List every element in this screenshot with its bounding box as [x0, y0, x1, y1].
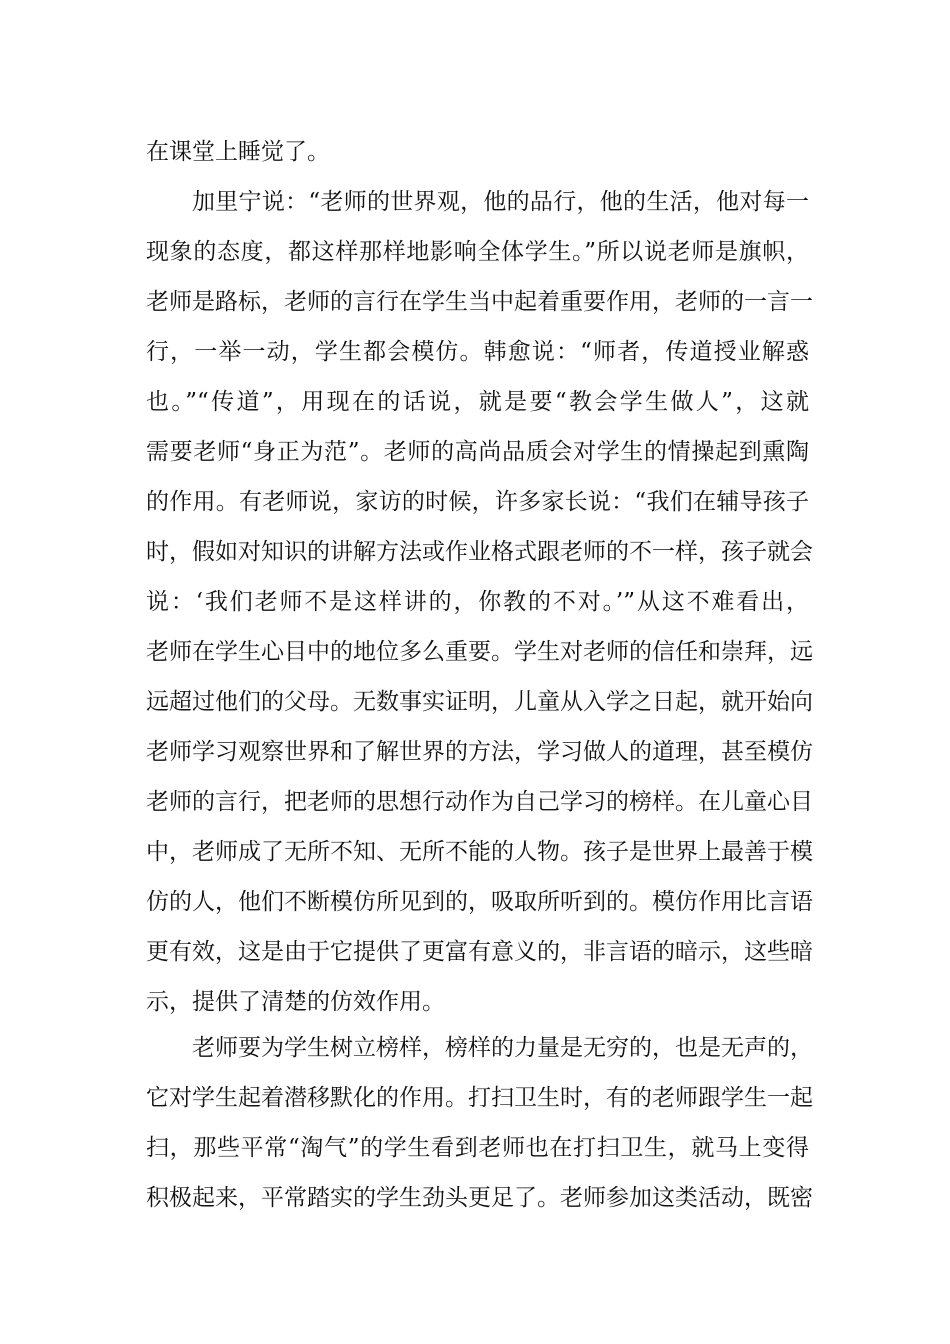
text-line: 积极起来，平常踏实的学生劲头更足了。老师参加这类活动，既密	[146, 1185, 813, 1211]
text-line: 它对学生起着潜移默化的作用。打扫卫生时，有的老师跟学生一起	[146, 1085, 813, 1111]
text-line: 也。”“传道”，用现在的话说，就是要“教会学生做人”，这就	[146, 389, 809, 415]
text-line: 在课堂上睡觉了。	[146, 139, 330, 165]
text-line: 老师是路标，老师的言行在学生当中起着重要作用，老师的一言一	[146, 289, 813, 315]
text-line: 现象的态度，都这样那样地影响全体学生。”所以说老师是旗帜，	[146, 239, 809, 265]
text-line: 远超过他们的父母。无数事实证明，儿童从入学之日起，就开始向	[146, 689, 813, 715]
text-line: 更有效，这是由于它提供了更富有意义的，非言语的暗示，这些暗	[146, 939, 813, 965]
text-line: 中，老师成了无所不知、无所不能的人物。孩子是世界上最善于模	[146, 839, 813, 865]
text-line: 扫，那些平常“淘气”的学生看到老师也在打扫卫生，就马上变得	[146, 1135, 809, 1161]
text-line: 示，提供了清楚的仿效作用。	[146, 989, 445, 1015]
text-line: 的作用。有老师说，家访的时候，许多家长说：“我们在辅导孩子	[146, 489, 809, 515]
text-line: 加里宁说：“老师的世界观，他的品行，他的生活，他对每一	[192, 189, 809, 215]
text-line: 老师在学生心目中的地位多么重要。学生对老师的信任和崇拜，远	[146, 639, 813, 665]
paragraph-kalinin-quote	[146, 177, 813, 1027]
paragraph-continuation	[146, 127, 809, 177]
text-line: 老师学习观察世界和了解世界的方法，学习做人的道理，甚至模仿	[146, 739, 813, 765]
text-line: 说：‘我们老师不是这样讲的，你教的不对。’”从这不难看出，	[146, 589, 809, 615]
text-line: 仿的人，他们不断模仿所见到的，吸取所听到的。模仿作用比言语	[146, 889, 813, 915]
text-line: 老师的言行，把老师的思想行动作为自己学习的榜样。在儿童心目	[146, 789, 813, 815]
paragraph-role-model	[146, 1023, 813, 1223]
text-line: 行，一举一动，学生都会模仿。韩愈说：“师者，传道授业解惑	[146, 339, 809, 365]
text-line: 老师要为学生树立榜样，榜样的力量是无穷的，也是无声的，	[192, 1035, 813, 1061]
text-line: 时，假如对知识的讲解方法或作业格式跟老师的不一样，孩子就会	[146, 539, 813, 565]
text-line: 需要老师“身正为范”。老师的高尚品质会对学生的情操起到熏陶	[146, 439, 809, 465]
